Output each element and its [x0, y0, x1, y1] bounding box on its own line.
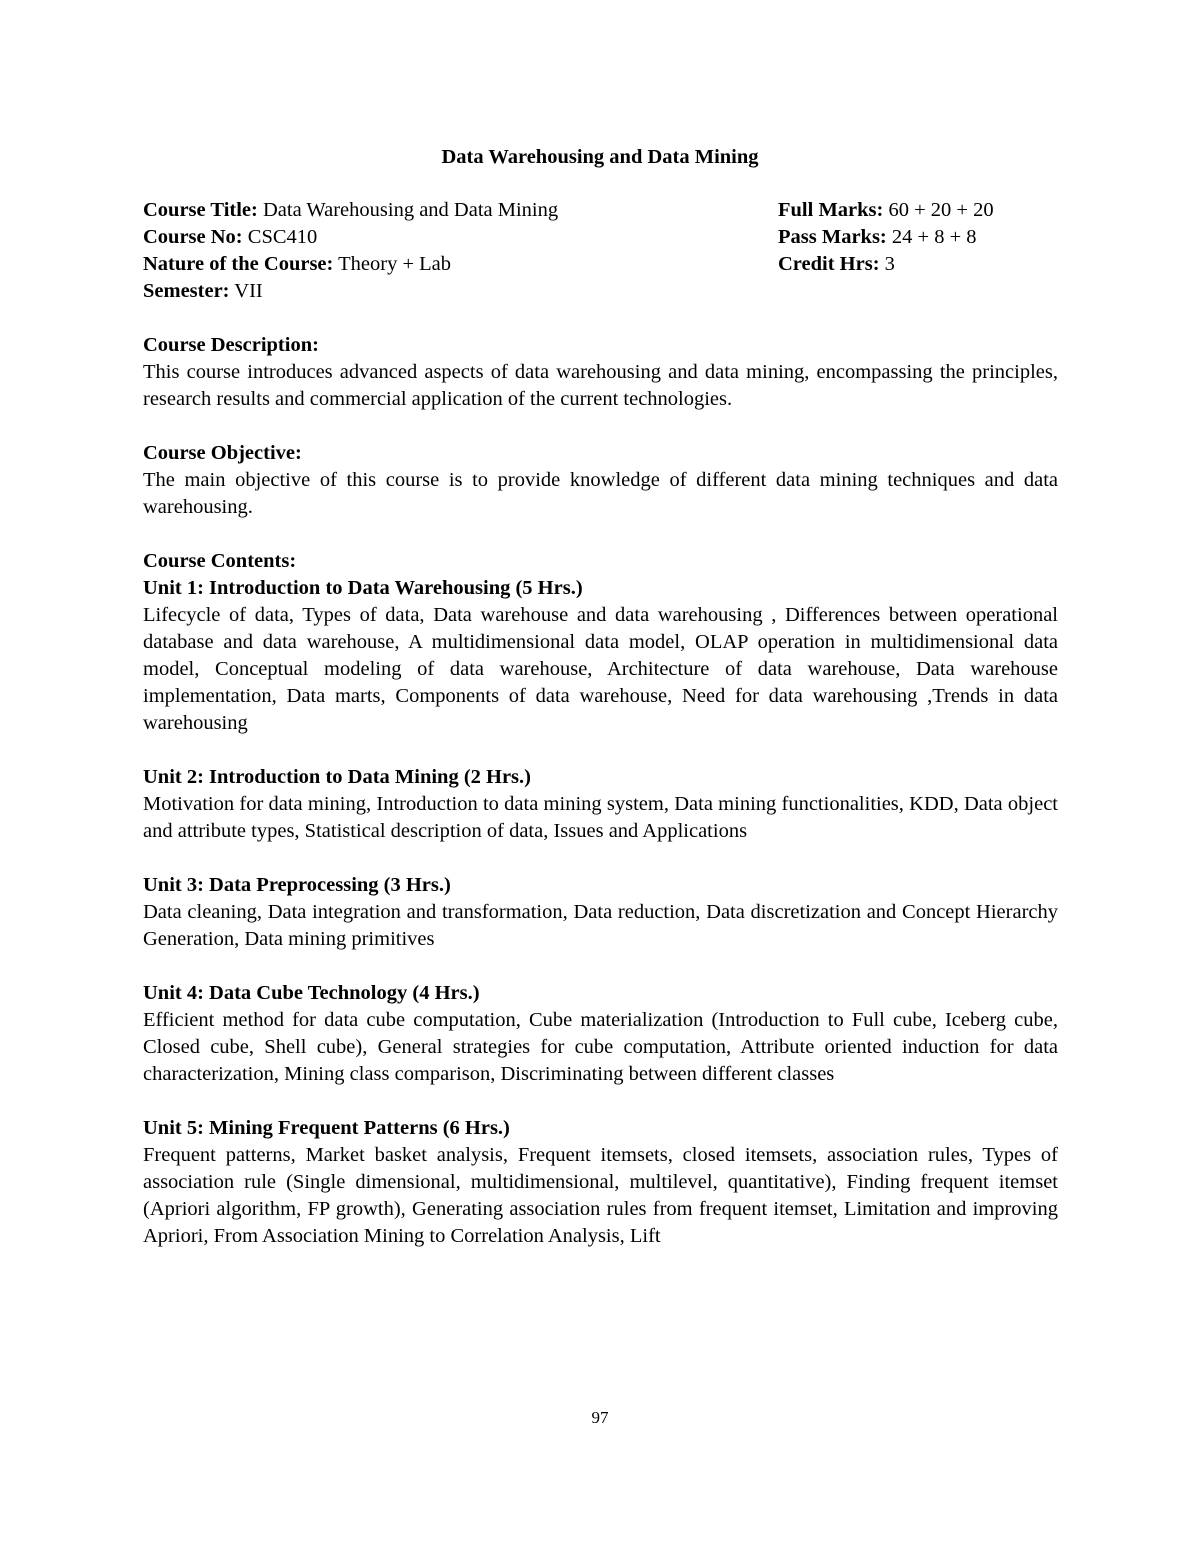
course-meta-right [778, 197, 994, 278]
unit-5-text: Frequent patterns, Market basket analysis, Frequent itemsets, closed itemsets, association rules, Types of association rule (Single dimensional, multidimensional, multilevel, quantitative), Finding frequent itemset (Apriori algorithm, FP growth), Generating association rules from frequent itemset, Limitation and improving Apriori, From Association Mining to Correlation Analysis, Lift [143, 1144, 1058, 1247]
course-no-value: CSC410 [247, 226, 318, 248]
nature-label: Nature of the Course: [143, 253, 334, 275]
objective-text: The main objective of this course is to provide knowledge of different data mining techniques and data warehousing. [143, 469, 1058, 518]
unit-2-section [143, 764, 1058, 845]
description-text: This course introduces advanced aspects of data warehousing and data mining, encompassing the principles, research results and commercial application of the current technologies. [143, 361, 1058, 410]
unit-1-section [143, 548, 1058, 737]
pass-marks-label: Pass Marks: [778, 226, 887, 248]
unit-2-heading: Unit 2: Introduction to Data Mining (2 Hrs.) [143, 766, 531, 788]
semester-value: VII [234, 280, 263, 302]
pass-marks-value: 24 + 8 + 8 [891, 226, 977, 248]
unit-4-section [143, 980, 1058, 1088]
objective-section [143, 440, 1058, 521]
page-number: 97 [591, 1408, 609, 1427]
full-marks-row [778, 197, 994, 224]
unit-3-text: Data cleaning, Data integration and transformation, Data reduction, Data discretization and Concept Hierarchy Generation, Data mining primitives [143, 901, 1058, 950]
credit-hrs-row [778, 251, 994, 278]
unit-1-text: Lifecycle of data, Types of data, Data warehouse and data warehousing , Differences between operational database and data warehouse, A multidimensional data model, OLAP operation in multidimensional data model, Conceptual modeling of data warehouse, Architecture of data warehouse, Data warehouse implementation, Data marts, Components of data warehouse, Need for data warehousing ,Trends in data warehousing [143, 604, 1058, 734]
full-marks-value: 60 + 20 + 20 [888, 199, 994, 221]
unit-5-section [143, 1115, 1058, 1250]
semester-row [143, 278, 558, 305]
course-no-row [143, 224, 558, 251]
description-section [143, 332, 1058, 413]
unit-2-text: Motivation for data mining, Introduction to data mining system, Data mining functionalities, KDD, Data object and attribute types, Statistical description of data, Issues and Applications [143, 793, 1058, 842]
credit-hrs-value: 3 [884, 253, 895, 275]
course-title-label: Course Title: [143, 199, 258, 221]
course-title-value: Data Warehousing and Data Mining [262, 199, 559, 221]
document-title: Data Warehousing and Data Mining [441, 146, 759, 168]
semester-label: Semester: [143, 280, 230, 302]
nature-row [143, 251, 558, 278]
contents-heading: Course Contents: [143, 550, 297, 572]
credit-hrs-label: Credit Hrs: [778, 253, 880, 275]
unit-4-heading: Unit 4: Data Cube Technology (4 Hrs.) [143, 982, 480, 1004]
description-heading: Course Description: [143, 334, 319, 356]
unit-3-section [143, 872, 1058, 953]
unit-1-heading: Unit 1: Introduction to Data Warehousing (5 Hrs.) [143, 577, 583, 599]
objective-heading: Course Objective: [143, 442, 302, 464]
full-marks-label: Full Marks: [778, 199, 884, 221]
unit-4-text: Efficient method for data cube computation, Cube materialization (Introduction to Full cube, Iceberg cube, Closed cube, Shell cube), General strategies for cube computation, Attribute oriented induction for data characterization, Mining class comparison, Discriminating between different classes [143, 1009, 1058, 1085]
course-content [143, 332, 1058, 1277]
course-no-label: Course No: [143, 226, 243, 248]
nature-value: Theory + Lab [338, 253, 452, 275]
unit-5-heading: Unit 5: Mining Frequent Patterns (6 Hrs.) [143, 1117, 510, 1139]
unit-3-heading: Unit 3: Data Preprocessing (3 Hrs.) [143, 874, 451, 896]
course-title-row [143, 197, 558, 224]
pass-marks-row [778, 224, 994, 251]
course-meta-left [143, 197, 558, 305]
